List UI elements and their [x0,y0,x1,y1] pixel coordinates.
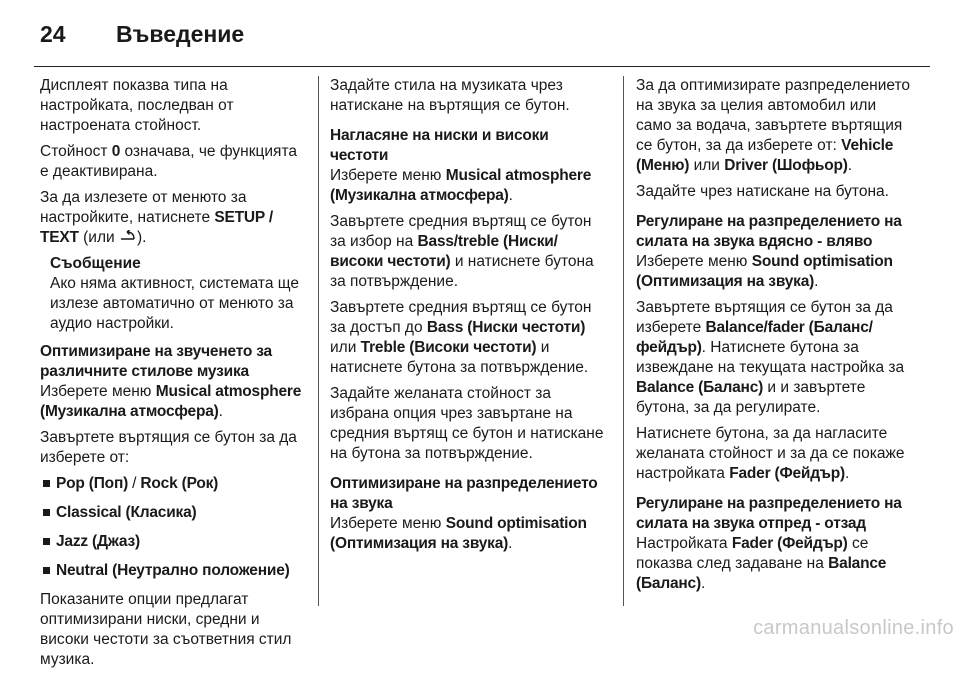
menu-item: Treble (Високи честоти) [360,339,537,356]
list-item: Pop (Поп) / Rock (Рок) [40,474,302,494]
column-1 [40,76,302,676]
note-title: Съобщение [50,255,141,273]
paragraph: Завъртете въртящия се бутон за да изберете Balance/fader (Баланс/фейдър). Натиснете бутона за извеждане на текущата настройка за Balance (Баланс) и и завъртете бутона, за да регулирате. [636,299,905,416]
watermark: carmanualsonline.info [753,617,954,639]
menu-item: Driver (Шофьор) [724,157,848,174]
page-number: 24 [40,20,66,47]
column-divider-1 [318,76,319,606]
note-text: Ако няма активност, системата ще излезе автоматично от менюто за аудио настройки. [50,275,299,333]
menu-name: Musical atmosphere (Музикална атмосфера) [40,383,302,421]
paragraph: Изберете меню Sound optimisation (Оптимизация на звука). [330,515,587,552]
list-item: Jazz (Джаз) [40,532,302,552]
paragraph: Дисплеят показва типа на настройката, последван от настроената стойност. [40,77,234,134]
menu-item: Bass (Ниски честоти) [426,319,586,336]
style-list [40,474,302,581]
column-divider-2 [623,76,624,606]
list-item: Neutral (Неутрално положение) [40,561,302,581]
section-heading: Нагласяне на ниски и високи честоти [330,127,549,164]
paragraph: Завъртете средния въртящ се бутон за избор на Bass/treble (Ниски/високи честоти) и натиснете бутона за потвърждение. [330,213,594,290]
value-zero: 0 [111,143,121,160]
paragraph: Натиснете бутона, за да нагласите желаната стойност и за да се покаже настройката Fader (Фейдър). [636,425,905,482]
setup-text-button-label: SETUP / TEXT [40,209,274,247]
header-rule [34,66,930,67]
paragraph: Изберете меню Musical atmosphere (Музикална атмосфера). [330,167,592,204]
menu-name: Sound optimisation (Оптимизация на звука) [636,253,893,290]
paragraph: Завъртете средния въртящ се бутон за достъп до Bass (Ниски честоти) или Treble (Високи честоти) и натиснете бутона за потвърждение. [330,299,592,376]
column-2 [330,76,606,560]
column-3 [636,76,914,600]
menu-item: Fader (Фейдър) [729,465,846,482]
paragraph: Задайте стила на музиката чрез натискане на въртящия се бутон. [330,77,570,114]
note-box [40,254,302,334]
paragraph: Задайте желаната стойност за избрана опция чрез завъртане на средния въртящ се бутон и натискане на бутона за потвърждение. [330,385,604,462]
section-heading: Оптимизиране на разпределението на звука [330,475,598,512]
menu-item: Balance (Баланс) [636,555,887,592]
menu-name: Musical atmosphere (Музикална атмосфера) [330,167,592,204]
paragraph: Изберете меню Sound optimisation (Оптимизация на звука). [636,253,893,290]
menu-item: Bass/treble (Ниски/високи честоти) [330,233,558,270]
menu-name: Sound optimisation (Оптимизация на звука) [330,515,587,552]
paragraph: Изберете меню Musical atmosphere (Музикална атмосфера). [40,383,302,421]
page-header [40,14,244,54]
paragraph: Завъртете въртящия се бутон за да изберете от: [40,429,297,467]
paragraph: За да оптимизирате разпределението на звука за целия автомобил или само за водача, завъртете въртящия се бутон, за да изберете от: Vehicle (Меню) или Driver (Шофьор). [636,77,911,174]
back-arrow-icon [119,228,137,248]
section-heading: Регулиране на разпределението на силата на звука отпред - отзад [636,495,902,532]
list-item: Classical (Класика) [40,503,302,523]
paragraph: Настройката Fader (Фейдър) се показва след задаване на Balance (Баланс). [636,535,887,592]
paragraph: Показаните опции предлагат оптимизирани ниски, средни и високи честоти за съответния стил музика. [40,591,292,669]
menu-item: Balance (Баланс) [636,379,764,396]
chapter-title: Въведение [116,20,245,47]
paragraph: Задайте чрез натискане на бутона. [636,183,889,200]
paragraph: Стойност 0 означава, че функцията е деактивирана. [40,143,297,180]
menu-item: Balance/fader (Баланс/фейдър) [636,319,873,356]
paragraph: За да излезете от менюто за настройките, натиснете SETUP / TEXT (или ). [40,189,274,247]
section-heading: Оптимизиране на звученето за различните стилове музика [40,343,272,381]
menu-item: Fader (Фейдър) [731,535,848,552]
menu-item: Vehicle (Меню) [636,137,894,174]
section-heading: Регулиране на разпределението на силата на звука вдясно - вляво [636,213,902,250]
